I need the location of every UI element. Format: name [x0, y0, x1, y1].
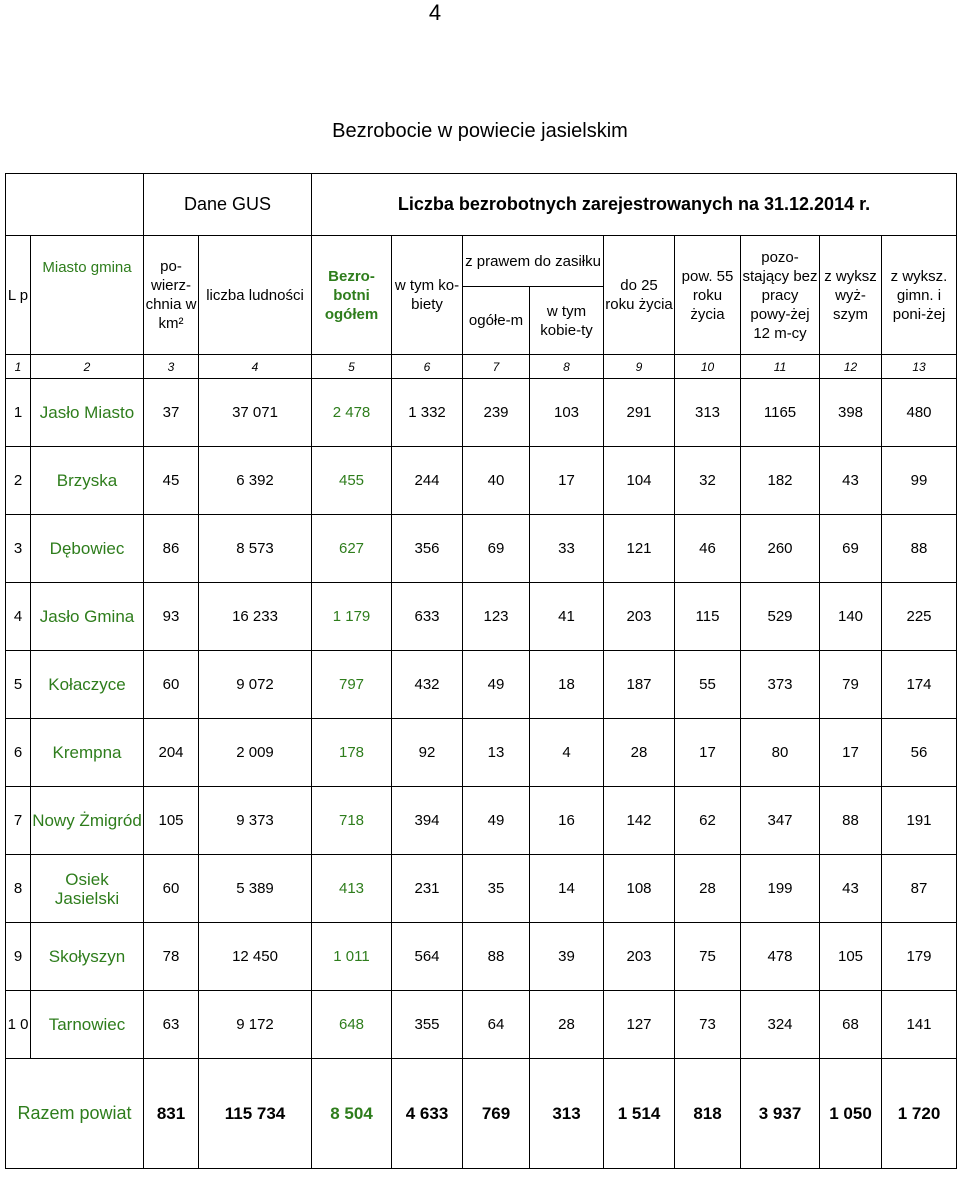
total-cell: 818	[675, 1059, 741, 1169]
row-cell: 2 009	[199, 719, 312, 787]
table-row	[6, 991, 957, 1059]
row-cell: 32	[675, 447, 741, 515]
total-cell: 1 514	[604, 1059, 675, 1169]
row-lp: 5	[6, 651, 31, 719]
row-cell: 17	[530, 447, 604, 515]
row-cell: 88	[463, 923, 530, 991]
row-cell: 260	[741, 515, 820, 583]
row-cell: 355	[392, 991, 463, 1059]
total-cell: 1 050	[820, 1059, 882, 1169]
header-miasto: Miasto gmina	[31, 236, 144, 355]
row-cell: 60	[144, 651, 199, 719]
row-cell: 187	[604, 651, 675, 719]
header-pozostajacy: pozo-stający bez pracy powy-żej 12 m-cy	[741, 236, 820, 355]
row-lp: 3	[6, 515, 31, 583]
row-cell: 87	[882, 855, 957, 923]
row-cell: 28	[604, 719, 675, 787]
row-cell: 86	[144, 515, 199, 583]
row-cell: 121	[604, 515, 675, 583]
row-cell: 204	[144, 719, 199, 787]
row-cell: 1165	[741, 379, 820, 447]
row-cell: 56	[882, 719, 957, 787]
table-row	[6, 515, 957, 583]
row-cell: 413	[312, 855, 392, 923]
column-numbers-row	[6, 355, 957, 379]
total-cell: 1 720	[882, 1059, 957, 1169]
row-cell: 63	[144, 991, 199, 1059]
header-gimn: z wyksz. gimn. i poni-żej	[882, 236, 957, 355]
row-cell: 231	[392, 855, 463, 923]
colnum: 5	[312, 355, 392, 379]
row-cell: 2 478	[312, 379, 392, 447]
row-cell: 93	[144, 583, 199, 651]
row-cell: 9 072	[199, 651, 312, 719]
row-cell: 60	[144, 855, 199, 923]
header-zasilek-kobiety: w tym kobie-ty	[530, 287, 604, 355]
table-row	[6, 583, 957, 651]
row-lp: 9	[6, 923, 31, 991]
total-row	[6, 1059, 957, 1169]
row-cell: 648	[312, 991, 392, 1059]
row-lp: 6	[6, 719, 31, 787]
row-cell: 141	[882, 991, 957, 1059]
header-wyzsze: z wyksz wyż-szym	[820, 236, 882, 355]
row-cell: 394	[392, 787, 463, 855]
header-powierzchnia: po-wierz-chnia w km²	[144, 236, 199, 355]
header-do25: do 25 roku życia	[604, 236, 675, 355]
row-cell: 62	[675, 787, 741, 855]
header-lp: L p	[6, 236, 31, 355]
row-cell: 203	[604, 583, 675, 651]
row-cell: 105	[144, 787, 199, 855]
row-cell: 28	[675, 855, 741, 923]
row-cell: 12 450	[199, 923, 312, 991]
header-group-row	[6, 174, 957, 236]
row-cell: 69	[820, 515, 882, 583]
row-cell: 46	[675, 515, 741, 583]
row-cell: 244	[392, 447, 463, 515]
row-cell: 55	[675, 651, 741, 719]
row-cell: 8 573	[199, 515, 312, 583]
row-cell: 64	[463, 991, 530, 1059]
colnum: 7	[463, 355, 530, 379]
header-gus: Dane GUS	[144, 174, 312, 236]
row-lp: 1 0	[6, 991, 31, 1059]
row-cell: 9 373	[199, 787, 312, 855]
row-cell: 104	[604, 447, 675, 515]
row-cell: 291	[604, 379, 675, 447]
row-cell: 45	[144, 447, 199, 515]
total-cell: 8 504	[312, 1059, 392, 1169]
header-zasilek: z prawem do zasiłku	[463, 236, 604, 287]
total-cell: 4 633	[392, 1059, 463, 1169]
page-number: 4	[428, 0, 442, 25]
row-cell: 123	[463, 583, 530, 651]
row-cell: 43	[820, 855, 882, 923]
row-cell: 79	[820, 651, 882, 719]
row-cell: 178	[312, 719, 392, 787]
row-cell: 174	[882, 651, 957, 719]
colnum: 8	[530, 355, 604, 379]
row-name: Krempna	[31, 719, 144, 787]
row-cell: 115	[675, 583, 741, 651]
row-lp: 8	[6, 855, 31, 923]
row-name: Dębowiec	[31, 515, 144, 583]
row-cell: 1 011	[312, 923, 392, 991]
row-cell: 203	[604, 923, 675, 991]
row-cell: 39	[530, 923, 604, 991]
table-row	[6, 719, 957, 787]
colnum: 13	[882, 355, 957, 379]
row-cell: 1 179	[312, 583, 392, 651]
data-rows	[6, 379, 957, 1059]
row-cell: 191	[882, 787, 957, 855]
table-row	[6, 651, 957, 719]
row-cell: 99	[882, 447, 957, 515]
table-row	[6, 447, 957, 515]
total-cell: 769	[463, 1059, 530, 1169]
row-cell: 108	[604, 855, 675, 923]
colnum: 12	[820, 355, 882, 379]
row-lp: 7	[6, 787, 31, 855]
row-cell: 140	[820, 583, 882, 651]
row-cell: 627	[312, 515, 392, 583]
row-cell: 313	[675, 379, 741, 447]
colnum: 9	[604, 355, 675, 379]
header-blank	[6, 174, 144, 236]
row-cell: 103	[530, 379, 604, 447]
row-cell: 40	[463, 447, 530, 515]
row-cell: 37	[144, 379, 199, 447]
header-registered: Liczba bezrobotnych zarejestrowanych na 31.12.2014 r.	[312, 174, 957, 236]
row-cell: 16	[530, 787, 604, 855]
colnum: 2	[31, 355, 144, 379]
colnum: 3	[144, 355, 199, 379]
row-cell: 797	[312, 651, 392, 719]
row-cell: 41	[530, 583, 604, 651]
row-cell: 455	[312, 447, 392, 515]
colnum: 4	[199, 355, 312, 379]
row-cell: 80	[741, 719, 820, 787]
row-name: Skołyszyn	[31, 923, 144, 991]
row-cell: 75	[675, 923, 741, 991]
unemployment-table	[5, 173, 957, 1169]
colnum: 1	[6, 355, 31, 379]
row-cell: 239	[463, 379, 530, 447]
row-cell: 68	[820, 991, 882, 1059]
row-cell: 478	[741, 923, 820, 991]
row-cell: 33	[530, 515, 604, 583]
row-cell: 718	[312, 787, 392, 855]
colnum: 10	[675, 355, 741, 379]
table-row	[6, 923, 957, 991]
row-cell: 78	[144, 923, 199, 991]
row-cell: 142	[604, 787, 675, 855]
total-cell: 313	[530, 1059, 604, 1169]
colnum: 6	[392, 355, 463, 379]
row-name: Tarnowiec	[31, 991, 144, 1059]
row-cell: 43	[820, 447, 882, 515]
row-cell: 88	[820, 787, 882, 855]
row-cell: 28	[530, 991, 604, 1059]
row-cell: 398	[820, 379, 882, 447]
table-row	[6, 855, 957, 923]
row-cell: 4	[530, 719, 604, 787]
row-name: Osiek Jasielski	[31, 855, 144, 923]
row-cell: 73	[675, 991, 741, 1059]
row-cell: 5 389	[199, 855, 312, 923]
row-cell: 69	[463, 515, 530, 583]
total-cell: 3 937	[741, 1059, 820, 1169]
row-cell: 199	[741, 855, 820, 923]
row-cell: 127	[604, 991, 675, 1059]
row-cell: 633	[392, 583, 463, 651]
row-name: Jasło Miasto	[31, 379, 144, 447]
row-cell: 480	[882, 379, 957, 447]
row-cell: 1 332	[392, 379, 463, 447]
total-label: Razem powiat	[6, 1059, 144, 1169]
row-cell: 9 172	[199, 991, 312, 1059]
page-title: Bezrobocie w powiecie jasielskim	[332, 120, 628, 142]
row-cell: 356	[392, 515, 463, 583]
row-cell: 88	[882, 515, 957, 583]
header-kobiety: w tym ko-biety	[392, 236, 463, 355]
row-lp: 4	[6, 583, 31, 651]
row-cell: 373	[741, 651, 820, 719]
row-name: Jasło Gmina	[31, 583, 144, 651]
row-cell: 225	[882, 583, 957, 651]
row-cell: 17	[820, 719, 882, 787]
row-cell: 35	[463, 855, 530, 923]
row-cell: 49	[463, 651, 530, 719]
row-name: Kołaczyce	[31, 651, 144, 719]
table-row	[6, 787, 957, 855]
colnum: 11	[741, 355, 820, 379]
row-cell: 18	[530, 651, 604, 719]
row-cell: 564	[392, 923, 463, 991]
row-cell: 6 392	[199, 447, 312, 515]
row-cell: 14	[530, 855, 604, 923]
table-row	[6, 379, 957, 447]
total-cell: 831	[144, 1059, 199, 1169]
row-cell: 105	[820, 923, 882, 991]
row-cell: 92	[392, 719, 463, 787]
row-cell: 182	[741, 447, 820, 515]
row-cell: 347	[741, 787, 820, 855]
header-pow55: pow. 55 roku życia	[675, 236, 741, 355]
row-cell: 179	[882, 923, 957, 991]
row-lp: 1	[6, 379, 31, 447]
row-cell: 324	[741, 991, 820, 1059]
header-bezrobotni: Bezro-botni ogółem	[312, 236, 392, 355]
row-cell: 432	[392, 651, 463, 719]
header-ludnosci: liczba ludności	[199, 236, 312, 355]
row-cell: 16 233	[199, 583, 312, 651]
row-name: Nowy Żmigród	[31, 787, 144, 855]
row-cell: 529	[741, 583, 820, 651]
row-cell: 13	[463, 719, 530, 787]
row-cell: 17	[675, 719, 741, 787]
row-cell: 37 071	[199, 379, 312, 447]
row-cell: 49	[463, 787, 530, 855]
header-zasilek-ogolem: ogółe-m	[463, 287, 530, 355]
header-row-1	[6, 236, 957, 287]
row-name: Brzyska	[31, 447, 144, 515]
row-lp: 2	[6, 447, 31, 515]
total-cell: 115 734	[199, 1059, 312, 1169]
